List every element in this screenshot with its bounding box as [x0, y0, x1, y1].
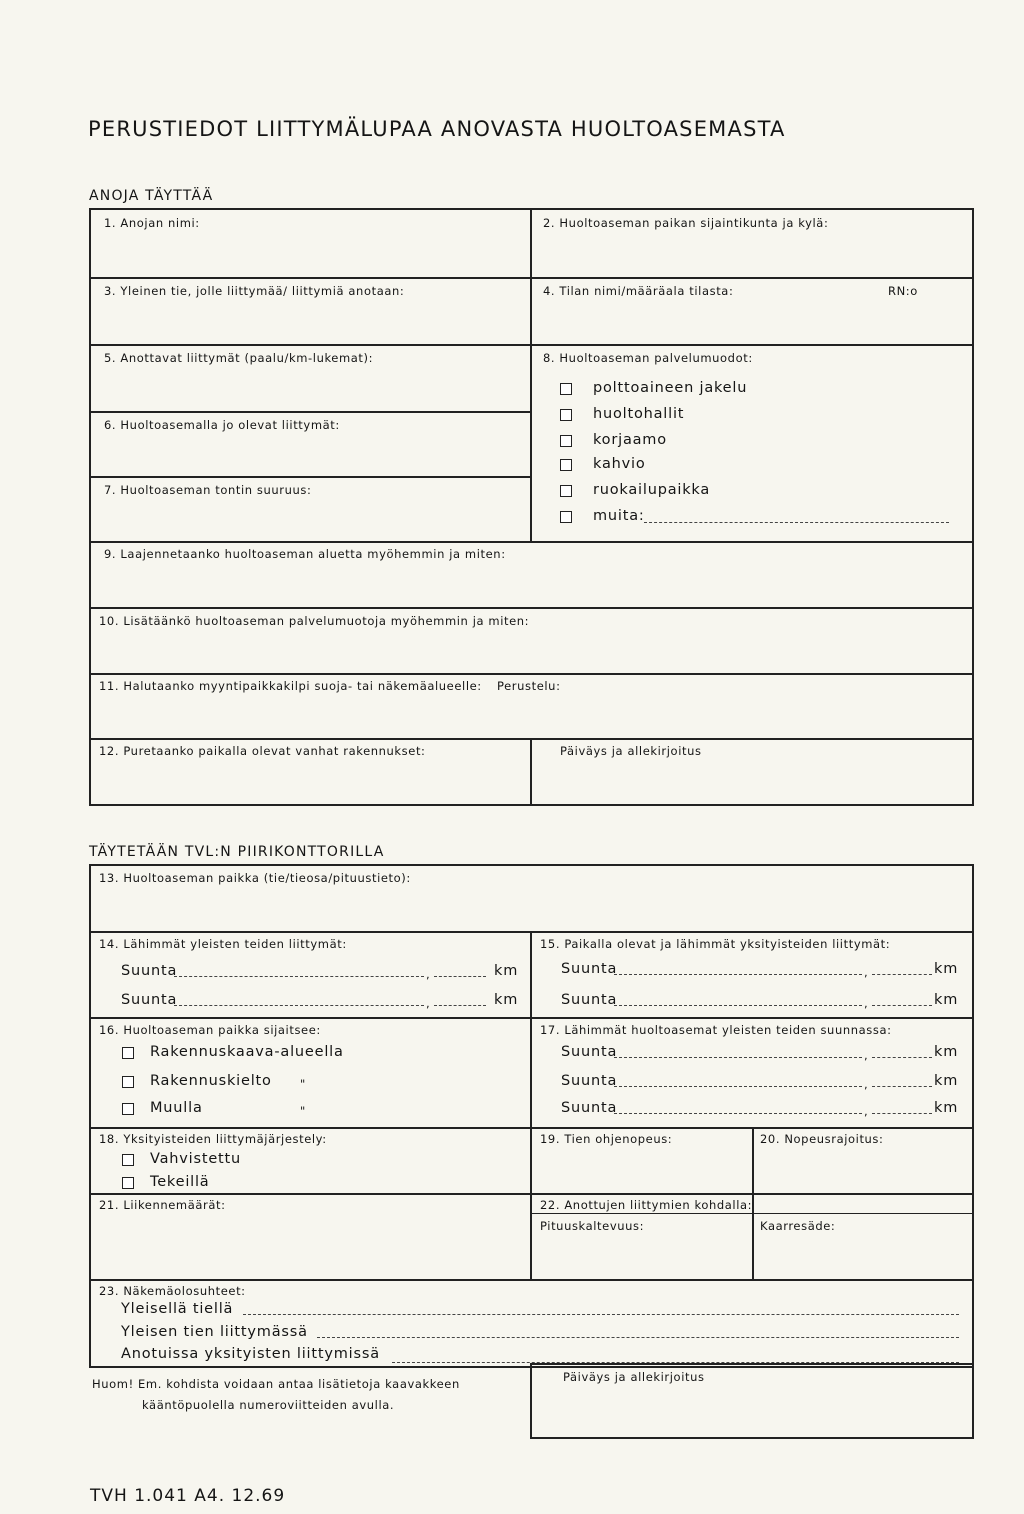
field-road-guide-speed[interactable]: 19. Tien ohjenopeus: — [540, 1132, 673, 1146]
direction-label: Suunta — [561, 992, 618, 1008]
field-sales-sign-reason[interactable]: Perustelu: — [497, 679, 561, 693]
note-line-1: Huom! Em. kohdista voidaan antaa lisätietoja kaavakkeen — [92, 1377, 460, 1391]
distance-fill-line[interactable] — [434, 1005, 486, 1006]
direction-fill-line[interactable] — [614, 974, 862, 975]
km-unit: km — [934, 961, 959, 977]
direction-label: Suunta — [561, 1073, 618, 1089]
km-unit: km — [934, 1073, 959, 1089]
field-rn-number[interactable]: RN:o — [888, 284, 918, 298]
field-existing-connections[interactable]: 6. Huoltoasemalla jo olevat liittymät: — [104, 418, 340, 432]
distance-fill-line[interactable] — [872, 1113, 932, 1114]
field-station-area-type: 16. Huoltoaseman paikka sijaitsee: — [99, 1023, 321, 1037]
km-unit: km — [934, 1100, 959, 1116]
ditto-mark: " — [300, 1077, 306, 1091]
field-visibility-conditions: 23. Näkemäolosuhteet: — [99, 1284, 246, 1298]
note-line-2: kääntöpuolella numeroviitteiden avulla. — [142, 1398, 395, 1412]
km-unit: km — [494, 992, 519, 1008]
km-unit: km — [934, 1044, 959, 1060]
field-service-expansion[interactable]: 10. Lisätäänkö huoltoaseman palvelumuotoja myöhemmin ja miten: — [99, 614, 530, 628]
service-label-other: muita: — [593, 508, 645, 524]
option-zoning-area: Rakennuskaava-alueella — [150, 1044, 344, 1060]
field-applicant-name[interactable]: 1. Anojan nimi: — [104, 216, 200, 230]
distance-fill-line[interactable] — [872, 1086, 932, 1087]
field-curve-radius[interactable]: Kaarresäde: — [760, 1219, 836, 1233]
field-public-road[interactable]: 3. Yleinen tie, jolle liittymää/ liittymiä anotaan: — [104, 284, 405, 298]
field-nearest-public-connections: 14. Lähimmät yleisten teiden liittymät: — [99, 937, 347, 951]
direction-label: Suunta — [561, 1100, 618, 1116]
visibility-private-connections: Anotuissa yksityisten liittymissä — [121, 1346, 380, 1362]
field-demolition[interactable]: 12. Puretaanko paikalla olevat vanhat rakennukset: — [99, 744, 426, 758]
section-heading-applicant: ANOJA TÄYTTÄÄ — [89, 188, 214, 204]
field-plot-size[interactable]: 7. Huoltoaseman tontin suuruus: — [104, 483, 312, 497]
service-label-repair: korjaamo — [593, 432, 667, 448]
section-heading-district-office: TÄYTETÄÄN TVL:N PIIRIKONTTORILLA — [89, 844, 385, 860]
km-unit: km — [494, 963, 519, 979]
distance-fill-line[interactable] — [434, 976, 486, 977]
checkbox-zoning-area[interactable] — [122, 1047, 134, 1059]
visibility-public-junction-line[interactable] — [317, 1337, 959, 1338]
checkbox-fuel-distribution[interactable] — [560, 383, 572, 395]
field-area-expansion[interactable]: 9. Laajennetaanko huoltoaseman aluetta myöhemmin ja miten: — [104, 547, 506, 561]
visibility-public-road: Yleisellä tiellä — [121, 1301, 234, 1317]
direction-label: Suunta — [121, 992, 178, 1008]
field-private-road-connections: 15. Paikalla olevat ja lähimmät yksityisteiden liittymät: — [540, 937, 891, 951]
form-code: TVH 1.041 A4. 12.69 — [90, 1486, 286, 1506]
option-other-area: Muulla — [150, 1100, 203, 1116]
field-traffic-volumes[interactable]: 21. Liikennemäärät: — [99, 1198, 226, 1212]
checkbox-repair-shop[interactable] — [560, 435, 572, 447]
field-estate-name[interactable]: 4. Tilan nimi/määräala tilasta: — [543, 284, 734, 298]
page-title: PERUSTIEDOT LIITTYMÄLUPAA ANOVASTA HUOLTOASEMASTA — [88, 117, 786, 141]
field-sales-sign[interactable]: 11. Halutaanko myyntipaikkakilpi suoja- tai näkemäalueelle: — [99, 679, 482, 693]
service-label-halls: huoltohallit — [593, 406, 685, 422]
checkbox-confirmed[interactable] — [122, 1154, 134, 1166]
visibility-public-junction: Yleisen tien liittymässä — [121, 1324, 308, 1340]
service-label-cafe: kahvio — [593, 456, 646, 472]
direction-label: Suunta — [561, 1044, 618, 1060]
field-speed-limit[interactable]: 20. Nopeusrajoitus: — [760, 1132, 884, 1146]
direction-label: Suunta — [561, 961, 618, 977]
checkbox-restaurant[interactable] — [560, 485, 572, 497]
distance-fill-line[interactable] — [872, 1057, 932, 1058]
checkbox-service-halls[interactable] — [560, 409, 572, 421]
checkbox-cafe[interactable] — [560, 459, 572, 471]
distance-fill-line[interactable] — [872, 974, 932, 975]
direction-fill-line[interactable] — [614, 1005, 862, 1006]
checkbox-other[interactable] — [560, 511, 572, 523]
distance-fill-line[interactable] — [872, 1005, 932, 1006]
direction-fill-line[interactable] — [174, 976, 424, 977]
option-in-progress: Tekeillä — [150, 1174, 210, 1190]
option-confirmed: Vahvistettu — [150, 1151, 241, 1167]
checkbox-other-area[interactable] — [122, 1103, 134, 1115]
service-label-restaurant: ruokailupaikka — [593, 482, 711, 498]
visibility-public-road-line[interactable] — [243, 1314, 959, 1315]
field-services-label: 8. Huoltoaseman palvelumuodot: — [543, 351, 753, 365]
field-requested-connections[interactable]: 5. Anottavat liittymät (paalu/km-lukemat): — [104, 351, 374, 365]
field-applicant-signature[interactable]: Päiväys ja allekirjoitus — [560, 744, 702, 758]
km-unit: km — [934, 992, 959, 1008]
direction-fill-line[interactable] — [614, 1057, 862, 1058]
direction-label: Suunta — [121, 963, 178, 979]
checkbox-building-ban[interactable] — [122, 1076, 134, 1088]
field-office-signature[interactable]: Päiväys ja allekirjoitus — [563, 1370, 705, 1384]
other-services-fill-line[interactable] — [644, 522, 949, 523]
field-nearest-stations: 17. Lähimmät huoltoasemat yleisten teiden suunnassa: — [540, 1023, 892, 1037]
field-at-requested-connections: 22. Anottujen liittymien kohdalla: — [540, 1198, 753, 1212]
ditto-mark: " — [300, 1104, 306, 1118]
field-station-location[interactable]: 13. Huoltoaseman paikka (tie/tieosa/pituustieto): — [99, 871, 411, 885]
direction-fill-line[interactable] — [614, 1113, 862, 1114]
option-building-ban: Rakennuskielto — [150, 1073, 272, 1089]
direction-fill-line[interactable] — [174, 1005, 424, 1006]
field-longitudinal-slope[interactable]: Pituuskaltevuus: — [540, 1219, 645, 1233]
service-label-fuel: polttoaineen jakelu — [593, 380, 748, 396]
checkbox-in-progress[interactable] — [122, 1177, 134, 1189]
field-private-road-arrangement: 18. Yksityisteiden liittymäjärjestely: — [99, 1132, 327, 1146]
field-station-municipality[interactable]: 2. Huoltoaseman paikan sijaintikunta ja kylä: — [543, 216, 829, 230]
direction-fill-line[interactable] — [614, 1086, 862, 1087]
